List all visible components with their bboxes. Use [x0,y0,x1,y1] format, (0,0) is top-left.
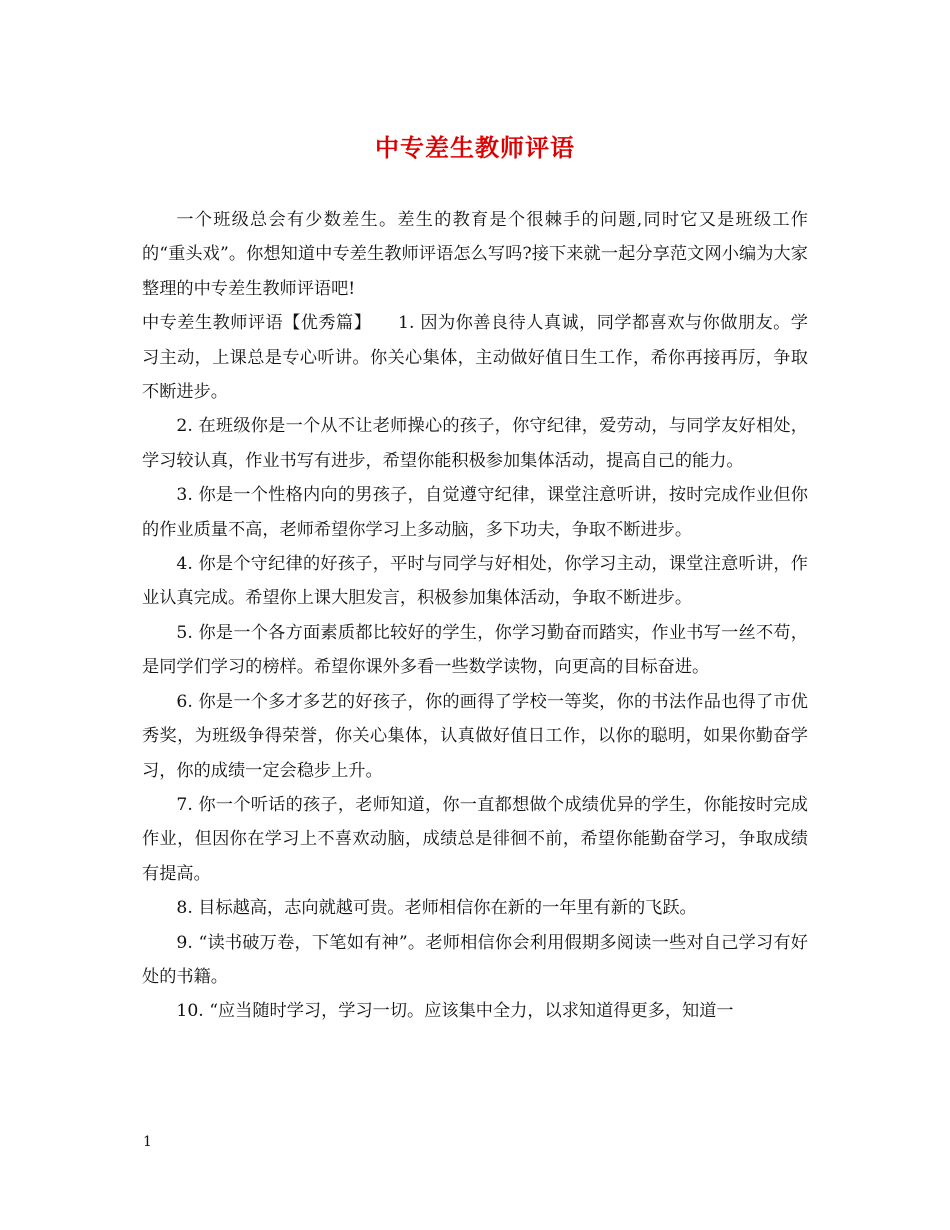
section-heading-paragraph: 中专差生教师评语【优秀篇】 1. 因为你善良待人真诚，同学都喜欢与你做朋友。学习主动，上课总是专心听讲。你关心集体，主动做好值日生工作，希你再接再厉，争取不断进步。 [142,313,808,403]
page-number: 1 [143,1134,152,1150]
document-body [142,203,808,1029]
comment-paragraph-8: 8. 目标越高，志向就越可贵。老师相信你在新的一年里有新的飞跃。 [176,898,697,919]
comment-paragraph-5: 5. 你是一个各方面素质都比较好的学生，你学习勤奋而踏实，作业书写一丝不苟，是同学们学习的榜样。希望你课外多看一些数学读物，向更高的目标奋进。 [142,622,808,678]
comment-paragraph-6: 6. 你是一个多才多艺的好孩子，你的画得了学校一等奖，你的书法作品也得了市优秀奖，为班级争得荣誉，你关心集体，认真做好值日工作，以你的聪明，如果你勤奋学习，你的成绩一定会稳步上升。 [142,691,808,781]
comment-paragraph-4: 4. 你是个守纪律的好孩子，平时与同学与好相处，你学习主动，课堂注意听讲，作业认真完成。希望你上课大胆发言，积极参加集体活动，争取不断进步。 [142,554,808,609]
intro-paragraph: 一个班级总会有少数差生。差生的教育是个很棘手的问题,同时它又是班级工作的“重头戏”。你想知道中专差生教师评语怎么写吗?接下来就一起分享范文网小编为大家整理的中专差生教师评语吧! [142,210,808,299]
document-title: 中专差生教师评语 [375,133,575,162]
comment-paragraph-3: 3. 你是一个性格内向的男孩子，自觉遵守纪律，课堂注意听讲，按时完成作业但你的作业质量不高，老师希望你学习上多动脑，多下功夫，争取不断进步。 [142,485,808,540]
comment-paragraph-10: 10. “应当随时学习，学习一切。应该集中全力，以求知道得更多，知道一 [176,1001,734,1022]
comment-paragraph-7: 7. 你一个听话的孩子，老师知道，你一直都想做个成绩优异的学生，你能按时完成作业，但因你在学习上不喜欢动脑，成绩总是徘徊不前，希望你能勤奋学习，争取成绩有提高。 [142,794,808,884]
comment-paragraph-9: 9. “读书破万卷，下笔如有神”。老师相信你会利用假期多阅读一些对自己学习有好处的书籍。 [142,932,808,987]
comment-paragraph-2: 2. 在班级你是一个从不让老师操心的孩子，你守纪律，爱劳动，与同学友好相处，学习较认真，作业书写有进步，希望你能积极参加集体活动，提高自己的能力。 [142,416,808,471]
